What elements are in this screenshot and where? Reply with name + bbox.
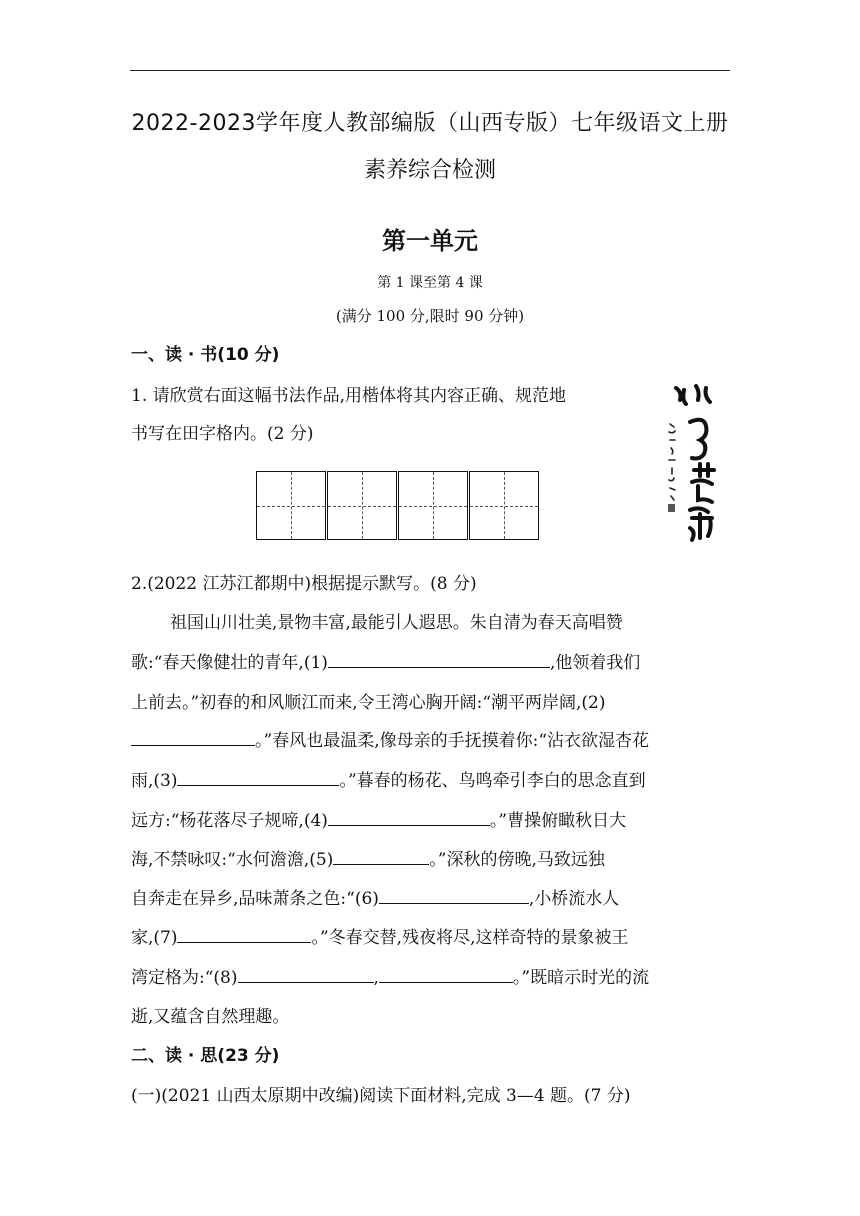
q2-line-9: 家,(7) 。”冬春交替,残夜将尽,这样奇特的景象被王 xyxy=(131,928,629,948)
q2-line-6: 远方:“杨花落尽子规啼,(4) 。”曹操俯瞰秋日大 xyxy=(131,811,627,831)
q2-line-4: 。”春风也最温柔,像母亲的手抚摸着你:“沾衣欲湿杏花 xyxy=(131,726,649,751)
section-heading-1: 一、读 · 书(10 分) xyxy=(131,345,280,365)
q2-line-8: 自奔走在异乡,品味萧条之色:“(6) ,小桥流水人 xyxy=(131,889,620,909)
blank-3[interactable] xyxy=(177,769,339,786)
top-rule xyxy=(130,70,730,71)
grid-cell[interactable] xyxy=(327,471,397,540)
q2-line-2: 歌:“春天像健壮的青年,(1) ,他领着我们 xyxy=(131,653,641,673)
question-1-line-1: 1. 请欣赏右面这幅书法作品,用楷体将其内容正确、规范地 xyxy=(131,386,567,406)
q2-line-1: 祖国山川壮美,景物丰富,最能引人遐思。朱自清为春天高唱赞 xyxy=(170,613,623,633)
tianzige-writing-grid[interactable] xyxy=(256,471,540,542)
blank-8a[interactable] xyxy=(238,966,374,983)
blank-8b[interactable] xyxy=(379,966,513,983)
grid-cell[interactable] xyxy=(256,471,326,540)
grid-cell[interactable] xyxy=(469,471,539,540)
reading-material-instruction: (一)(2021 山西太原期中改编)阅读下面材料,完成 3—4 题。(7 分) xyxy=(131,1086,631,1106)
blank-7[interactable] xyxy=(177,926,311,943)
document-title: 2022-2023学年度人教部编版（山西专版）七年级语文上册 xyxy=(131,111,729,136)
q2-line-10: 湾定格为:“(8) , 。”既暗示时光的流 xyxy=(131,968,650,988)
question-1-line-2: 书写在田字格内。(2 分) xyxy=(131,424,314,444)
blank-5[interactable] xyxy=(333,848,429,865)
calligraphy-artwork xyxy=(660,378,732,546)
blank-1[interactable] xyxy=(328,651,550,668)
q2-line-5: 雨,(3) 。”暮春的杨花、鸟鸣牵引李白的思念直到 xyxy=(131,771,646,791)
document-subtitle: 素养综合检测 xyxy=(363,158,496,183)
q2-line-7: 海,不禁咏叹:“水何澹澹,(5) 。”深秋的傍晚,马致远独 xyxy=(131,850,605,870)
q2-line-3: 上前去。”初春的和风顺江而来,令王湾心胸开阔:“潮平两岸阔,(2) xyxy=(131,693,606,713)
blank-4[interactable] xyxy=(328,809,490,826)
blank-2[interactable] xyxy=(131,729,255,746)
question-2-heading: 2.(2022 江苏江都期中)根据提示默写。(8 分) xyxy=(131,574,477,594)
q2-line-11: 逝,又蕴含自然理趣。 xyxy=(131,1007,290,1027)
unit-title: 第一单元 xyxy=(382,227,478,255)
section-heading-2: 二、读 · 思(23 分) xyxy=(131,1046,280,1066)
blank-6[interactable] xyxy=(379,887,529,904)
grid-cell[interactable] xyxy=(398,471,468,540)
lesson-range: 第 1 课至第 4 课 xyxy=(377,275,483,291)
score-time-limit: (满分 100 分,限时 90 分钟) xyxy=(335,307,525,325)
